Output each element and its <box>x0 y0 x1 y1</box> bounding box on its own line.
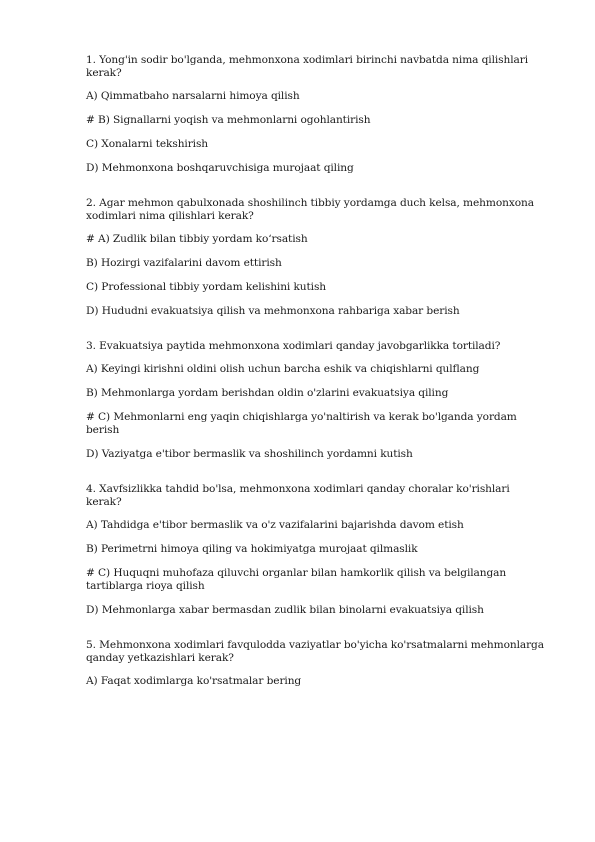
answer-option-correct: # B) Signallarni yoqish va mehmonlarni ogohlantirish <box>86 114 371 126</box>
answer-option: A) Tahdidga e'tibor bermaslik va o'z vazifalarini bajarishda davom etish <box>86 519 464 531</box>
question-5 <box>86 639 548 688</box>
answer-option: A) Qimmatbaho narsalarni himoya qilish <box>86 90 300 102</box>
question-3 <box>86 340 548 461</box>
answer-option: D) Mehmonxona boshqaruvchisiga murojaat qiling <box>86 162 354 174</box>
answer-option: C) Xonalarni tekshirish <box>86 138 209 150</box>
answer-option-correct: # C) Mehmonlarni eng yaqin chiqishlarga yo'naltirish va kerak bo'lganda yordam berish <box>86 411 517 436</box>
question-stem: 5. Mehmonxona xodimlari favqulodda vaziyatlar bo'yicha ko'rsatmalarni mehmonlarga qanday yetkazishlari kerak? <box>86 639 544 664</box>
answer-option-correct: # C) Huquqni muhofaza qiluvchi organlar bilan hamkorlik qilish va belgilangan tartiblarga rioya qilish <box>86 567 507 592</box>
answer-option: B) Perimetrni himoya qiling va hokimiyatga murojaat qilmaslik <box>86 543 418 555</box>
question-stem: 2. Agar mehmon qabulxonada shoshilinch tibbiy yordamga duch kelsa, mehmonxona xodimlari nima qilishlari kerak? <box>86 197 534 222</box>
answer-option: C) Professional tibbiy yordam kelishini kutish <box>86 281 327 293</box>
document-page <box>86 54 548 710</box>
question-stem: 3. Evakuatsiya paytida mehmonxona xodimlari qanday javobgarlikka tortiladi? <box>86 340 501 352</box>
answer-option: D) Hududni evakuatsiya qilish va mehmonxona rahbariga xabar berish <box>86 305 460 317</box>
question-1 <box>86 54 548 175</box>
answer-option: B) Hozirgi vazifalarini davom ettirish <box>86 257 282 269</box>
answer-option: D) Mehmonlarga xabar bermasdan zudlik bilan binolarni evakuatsiya qilish <box>86 604 484 616</box>
answer-option: B) Mehmonlarga yordam berishdan oldin o'zlarini evakuatsiya qiling <box>86 387 449 399</box>
answer-option: A) Faqat xodimlarga ko'rsatmalar bering <box>86 675 302 687</box>
question-stem: 4. Xavfsizlikka tahdid bo'lsa, mehmonxona xodimlari qanday choralar ko'rishlari kerak? <box>86 483 510 508</box>
answer-option-correct: # A) Zudlik bilan tibbiy yordam ko‘rsatish <box>86 233 308 245</box>
answer-option: A) Keyingi kirishni oldini olish uchun barcha eshik va chiqishlarni qulflang <box>86 363 480 375</box>
question-4 <box>86 483 548 617</box>
question-stem: 1. Yong'in sodir bo'lganda, mehmonxona xodimlari birinchi navbatda nima qilishlari kerak? <box>86 54 528 79</box>
answer-option: D) Vaziyatga e'tibor bermaslik va shoshilinch yordamni kutish <box>86 448 413 460</box>
question-2 <box>86 197 548 318</box>
